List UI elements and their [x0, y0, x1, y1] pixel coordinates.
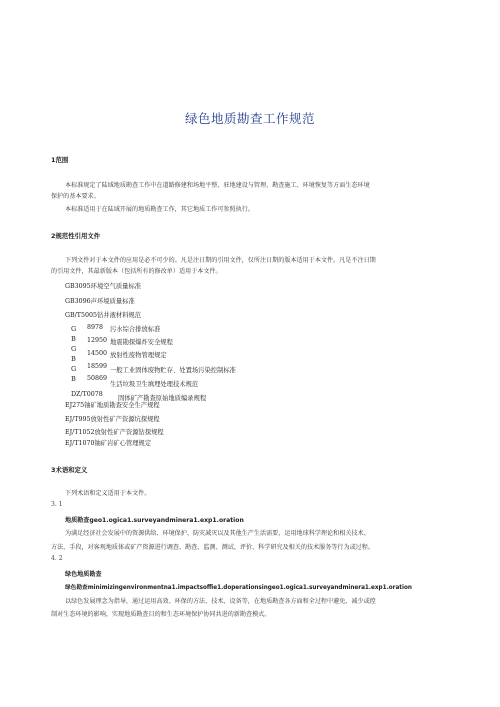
- ej-reference: EJ275铀矿地质勘查安全生产规程: [65, 402, 160, 409]
- dz-code: DZ/T0078: [71, 391, 103, 398]
- section-2-para-line-2: 的引用文件，其最新版本（包括所有的修改单）适用于本文件。: [51, 268, 222, 275]
- term-definition-line-1: 以绿色发展理念为指导，通过运用高效、环保的方法、技术、设备等，在地质勘查各方面和全过程中避免、减少或控: [65, 598, 376, 605]
- gb-prefix-letter: G: [71, 365, 77, 373]
- gb-prefix-letter: B: [71, 335, 76, 343]
- section-1-para-1-line-1: 本标准规定了陆域地质勘查工作中在道路修建和场地平整、驻地建设与管理、勘查施工、环境恢复等方面生态环境: [65, 182, 370, 189]
- page-title: 绿色地质勘查工作规范: [184, 111, 315, 126]
- section-2-para-line-1: 下列文件对于本文件的应用是必不可少的。凡是注日期的引用文件，仅所注日期的版本适用于本文件。凡是不注日期: [65, 257, 376, 264]
- gb-prefix-letter: B: [71, 375, 76, 383]
- section-3-intro: 下列术语和定义适用于本文件。: [65, 490, 151, 497]
- gb-number: 50869: [87, 375, 108, 382]
- section-2-heading: 2规范性引用文件: [51, 232, 101, 240]
- term-number: 4. 2: [51, 555, 63, 562]
- gb-prefix-letter: G: [71, 345, 77, 353]
- term-definition-line-1: 为满足经济社会发展中的资源供给、环境保护、防灾减灾以及其他生产生活需要，运用地球科学理论和相关技术、: [65, 530, 370, 537]
- term-title: 绿色地质勘查: [65, 571, 102, 578]
- term-number: 3. 1: [51, 501, 63, 508]
- section-3-heading: 3术语和定义: [51, 466, 88, 474]
- term-definition-line-2: 方法、手段，对客观地质体或矿产资源进行调查、勘查、监测、测试、评价、科学研究及相关的技术服务等行为或过程。: [51, 544, 374, 551]
- gb-title: 地震勘探爆炸安全规程: [110, 339, 173, 346]
- section-1-heading: 1范围: [51, 156, 69, 164]
- reference-item: GB3096声环境质量标准: [65, 298, 135, 305]
- section-1-para-2: 本标准适用于在陆域开展的地质勘查工作，其它地质工作可参照执行。: [65, 206, 254, 213]
- gb-title: 污水综合排放标准: [110, 326, 161, 333]
- gb-title: 一般工业固体废物贮存、处置场污染控制标准: [110, 367, 236, 374]
- ej-reference: EJ/T995放射性矿产资源坑探规程: [65, 416, 160, 423]
- ej-reference: EJ/T1070铀矿岩矿心管理规定: [65, 440, 152, 447]
- gb-title: 放射性废物管理规定: [110, 352, 167, 359]
- gb-title: 生活垃圾卫生填埋处理技术规范: [110, 381, 199, 388]
- gb-prefix-letter: G: [71, 325, 77, 333]
- gb-number: 14500: [87, 350, 108, 357]
- reference-item: GB3095环境空气质量标准: [65, 283, 142, 290]
- gb-number: 18599: [87, 363, 108, 370]
- reference-item: GB/T5005钻井液材料规范: [65, 312, 142, 319]
- term-english-title: 绿色勘查minimizingenvironmentna1.impactsoffie1.doperationsingeo1.ogica1.surveyandminera1.exp1.oration: [65, 585, 412, 591]
- dz-title: 固体矿产勘查原始地质编录规程: [118, 395, 207, 402]
- term-title: 地质勘查geo1.ogica1.surveyandminera1.exp1.oration: [65, 517, 244, 524]
- gb-number: 12950: [87, 337, 108, 344]
- gb-prefix-letter: B: [71, 355, 76, 363]
- term-definition-line-2: 制对生态环境的影响，实现地质勘查目的和生态环境保护协同共进的新勘查模式。: [51, 611, 271, 618]
- ej-reference: EJ/T1052放射性矿产资源钻探规程: [65, 429, 164, 436]
- section-1-para-1-line-2: 保护的基本要求。: [51, 193, 100, 200]
- gb-number: 8978: [87, 324, 104, 331]
